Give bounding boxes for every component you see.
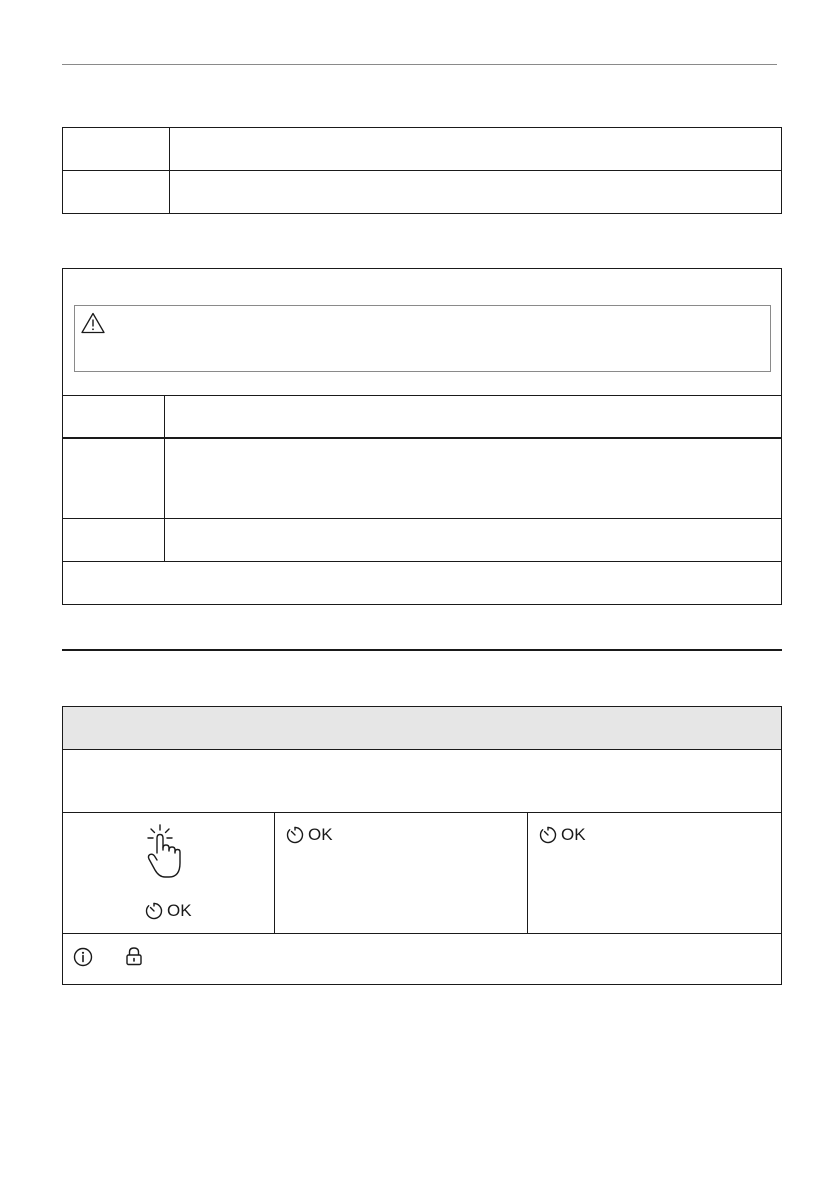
step-table-note: [63, 934, 781, 984]
timer-icon: [144, 901, 164, 921]
warning-table-sep-3: [63, 518, 781, 519]
step-1-button-label: OK: [167, 901, 192, 920]
step-1: [63, 813, 274, 933]
warning-table-sep-2: [63, 437, 781, 439]
timer-icon: [285, 825, 305, 845]
warning-table-sep-4: [63, 561, 781, 562]
timer-icon: [538, 825, 558, 845]
warning-table-sep-1: [63, 395, 781, 396]
hand-tap-icon: [145, 823, 189, 886]
lock-icon: [125, 946, 143, 971]
warning-box: [74, 305, 771, 372]
step-1-button: [144, 901, 192, 921]
step-2-button: [285, 825, 333, 845]
header-rule: [62, 64, 777, 65]
warning-triangle-icon: [81, 312, 105, 339]
warning-table: [62, 268, 782, 605]
spec-table: [62, 127, 782, 214]
info-icon: [73, 947, 93, 972]
step-3-button-label: OK: [561, 825, 586, 844]
step-table-header: [63, 707, 781, 750]
section-rule: [62, 649, 782, 651]
spec-table-row-separator: [63, 170, 781, 171]
step-table: [62, 706, 782, 985]
warning-table-divider: [164, 395, 165, 562]
step-2-button-label: OK: [308, 825, 333, 844]
step-3-button: [538, 825, 586, 845]
step-3: [528, 813, 781, 933]
step-2: [275, 813, 527, 933]
